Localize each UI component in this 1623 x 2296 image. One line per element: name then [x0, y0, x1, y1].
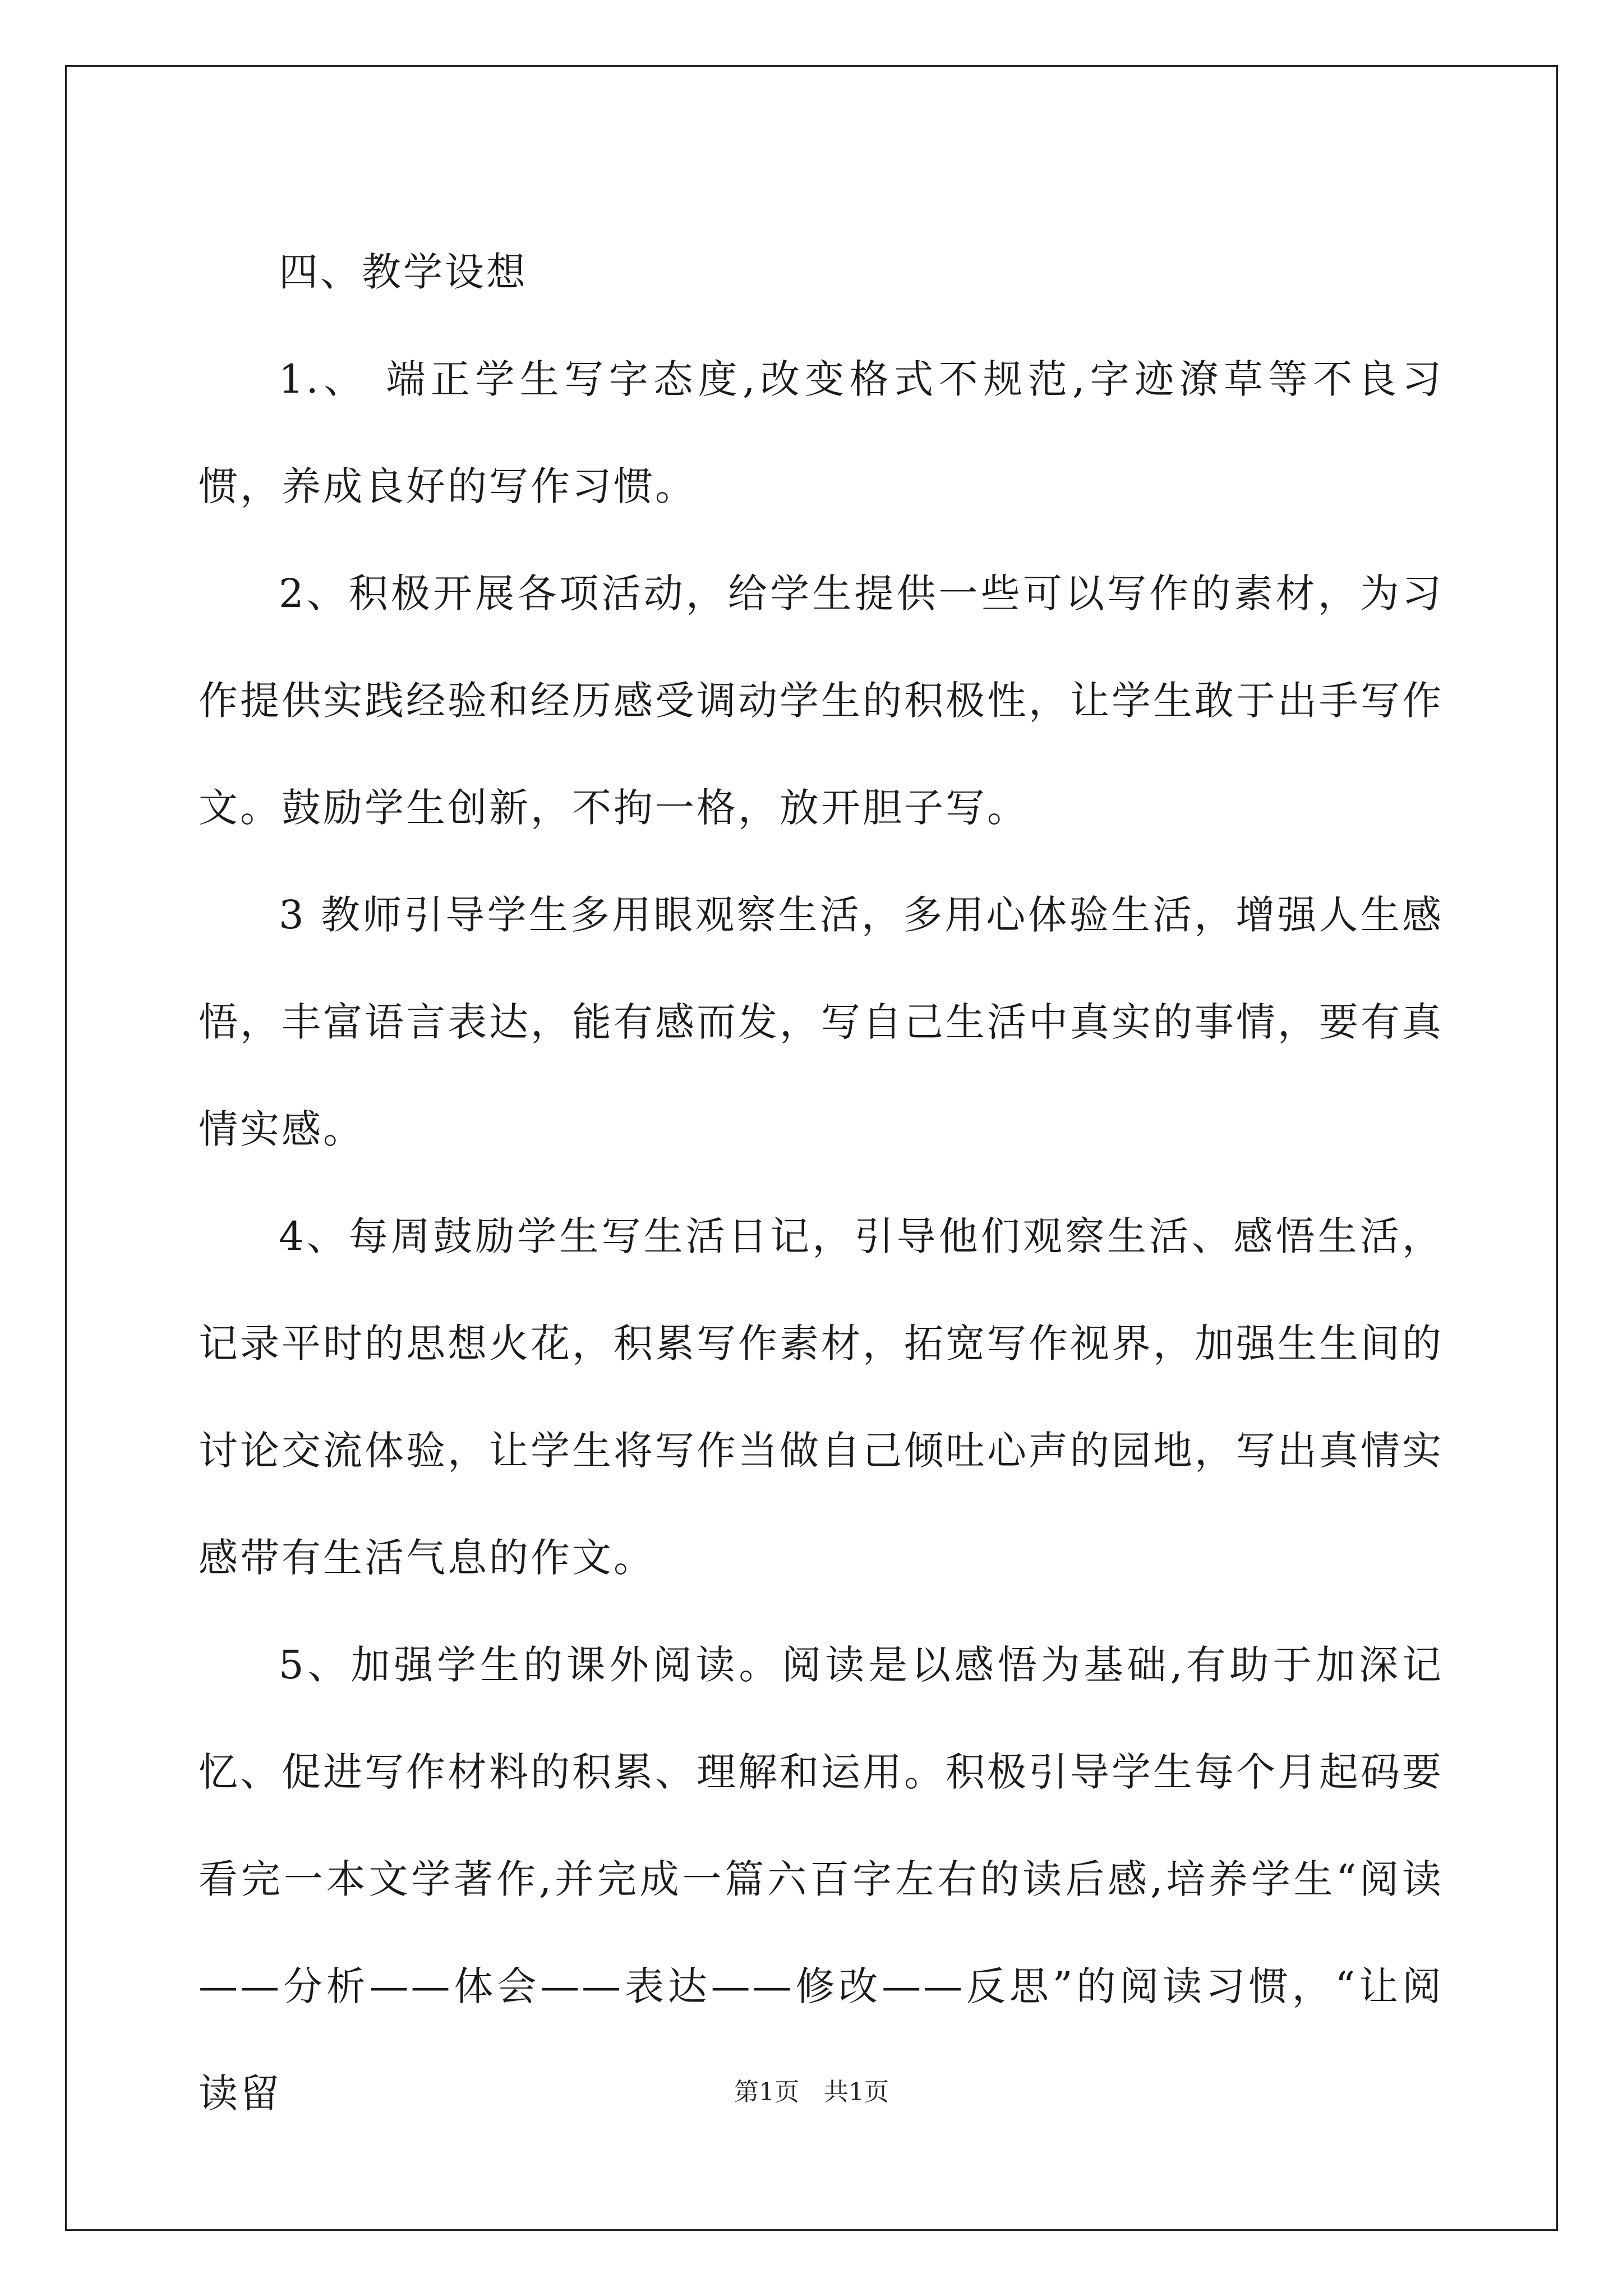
paragraph-5: 5、加强学生的课外阅读。阅读是以感悟为基础,有助于加深记忆、促进写作材料的积累、理解和运用。积极引导学生每个月起码要看完一本文学著作,并完成一篇六百字左右的读后感,培养学生“阅读——分析——体会——表达——修改——反思”的阅读习惯，“让阅读留: [199, 1642, 1444, 2116]
paragraph-4: 4、每周鼓励学生写生活日记，引导他们观察生活、感悟生活，记录平时的思想火花，积累写作素材，拓宽写作视界，加强生生间的讨论交流体验，让学生将写作当做自己倾吐心声的园地，写出真情实感带有生活气息的作文。: [199, 1213, 1444, 1581]
section-heading: 四、教学设想: [279, 249, 528, 295]
page-number-footer: 第1页 共1页: [734, 2078, 889, 2106]
paragraph-3: 3 教师引导学生多用眼观察生活，多用心体验生活，增强人生感悟，丰富语言表达，能有感而发，写自己生活中真实的事情，要有真情实感。: [199, 892, 1444, 1152]
paragraph-2: 2、积极开展各项活动，给学生提供一些可以写作的素材，为习作提供实践经验和经历感受调动学生的积极性，让学生敢于出手写作文。鼓励学生创新，不拘一格，放开胆子写。: [199, 570, 1444, 831]
paragraph-1: 1.、 端正学生写字态度,改变格式不规范,字迹潦草等不良习惯，养成良好的写作习惯。: [199, 356, 1444, 509]
document-body: [199, 219, 1444, 2147]
